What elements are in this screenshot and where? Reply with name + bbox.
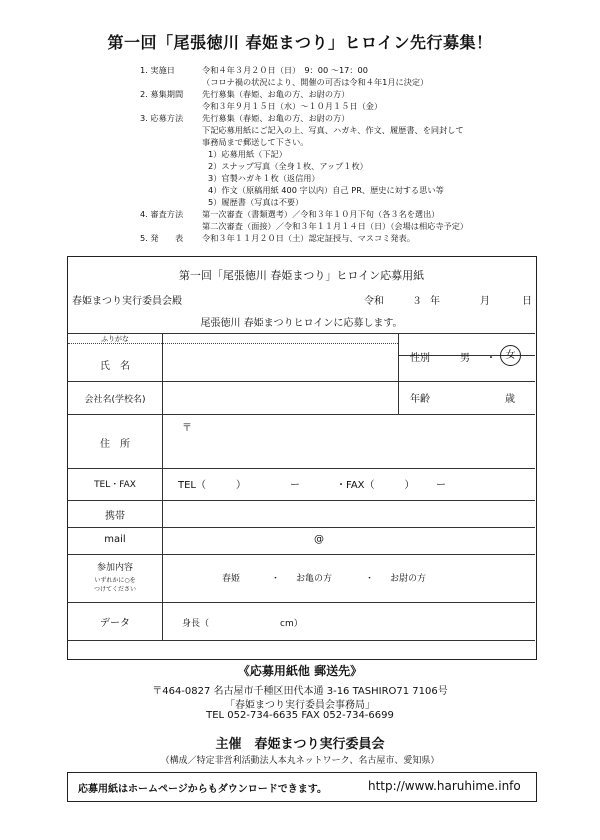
info-date bbox=[140, 64, 540, 76]
form-date-day-unit: 日 bbox=[522, 296, 532, 307]
info-text: 先行募集（春姫、お亀の方、お尉の方） bbox=[202, 113, 350, 123]
option-separator: ・ bbox=[271, 574, 281, 584]
at-mark: @ bbox=[314, 534, 324, 545]
mail-address: 〒464-0827 名古屋市千種区田代本通 3-16 TASHIRO71 7106号 bbox=[152, 686, 448, 697]
info-apply-3 bbox=[140, 136, 540, 148]
company-label: 会社名(学校名) bbox=[84, 395, 146, 405]
info-text: （コロナ禍の状況により、開催の可否は令和４年1月に決定） bbox=[202, 77, 429, 87]
info-label: 3. 応募方法 bbox=[140, 113, 184, 123]
fax-field[interactable]: ・FAX（ ） bbox=[336, 480, 415, 491]
gender-option-male[interactable]: 男 bbox=[460, 353, 470, 364]
name-label: 氏 名 bbox=[100, 361, 130, 372]
apply-item bbox=[140, 196, 540, 208]
info-text: 下記応募用紙にご記入の上、写真、ハガキ、作文、履歴書、を同封して bbox=[202, 125, 464, 135]
info-text: 1）応募用紙（下記） bbox=[208, 149, 287, 159]
info-text: 4）作文（原稿用紙 400 字以内）自己 PR、歴史に対する思い等 bbox=[208, 185, 444, 195]
info-text: 5）履歴書（写真は不要） bbox=[208, 197, 304, 207]
gender-separator: ・ bbox=[486, 353, 496, 364]
form-date-month-unit: 月 bbox=[480, 296, 490, 307]
apply-item bbox=[140, 184, 540, 196]
form-date-year-unit: 年 bbox=[430, 296, 440, 307]
age-label: 年齢 bbox=[410, 394, 430, 405]
age-unit: 歳 bbox=[505, 394, 515, 405]
apply-item bbox=[140, 160, 540, 172]
option-okame[interactable]: お亀の方 bbox=[296, 574, 333, 584]
info-text: 令和３年１１月２０日（土）認定証授与、マスコミ発表。 bbox=[202, 233, 415, 243]
form-title: 第一回「尾張徳川 春姫まつり」ヒロイン応募用紙 bbox=[178, 269, 425, 282]
tel-field[interactable]: TEL（ ） bbox=[178, 480, 246, 491]
participation-note: いずれかに○を bbox=[94, 577, 136, 584]
info-text: 2）スナップ写真（全身１枚、アップ１枚） bbox=[208, 161, 368, 171]
info-recruit bbox=[140, 88, 540, 100]
form-date-year: ３ bbox=[412, 296, 422, 307]
tel-dash: ー bbox=[290, 480, 300, 491]
info-text: 第一次審査（書類選考）／令和３年１０月下旬（各３名を選出） bbox=[202, 209, 440, 219]
mail-label: mail bbox=[104, 534, 126, 545]
apply-item bbox=[140, 148, 540, 160]
mail-office: 「春姫まつり実行委員会事務局」 bbox=[225, 700, 375, 711]
info-label: 1. 実施日 bbox=[140, 65, 175, 75]
info-text: 令和４年３月２０日（日） 9：00 〜17：00 bbox=[202, 65, 368, 75]
info-text: 先行募集（春姫、お亀の方、お尉の方） bbox=[202, 89, 350, 99]
mail-contact: TEL 052-734-6635 FAX 052-734-6699 bbox=[206, 710, 394, 721]
info-text: 令和３年９月１５日（水）〜１０月１５日（金） bbox=[202, 101, 383, 111]
info-text: 事務局まで郵送して下さい。 bbox=[202, 137, 309, 147]
furigana-label: ふりがな bbox=[101, 335, 129, 343]
fax-dash: ー bbox=[436, 480, 446, 491]
info-date-note bbox=[140, 76, 540, 88]
data-label: データ bbox=[100, 618, 130, 629]
organizer-members: （構成／特定非営利活動法人本丸ネットワーク、名古屋市、愛知県） bbox=[160, 756, 440, 766]
form-addressee: 春姫まつり実行委員会殿 bbox=[72, 296, 182, 307]
participation-label: 参加内容 bbox=[96, 563, 133, 573]
form-date-era: 令和 bbox=[364, 296, 384, 307]
info-text: 第二次審査（面接）／令和３年１１月１４日（日）（会場は相応寺予定） bbox=[202, 221, 469, 231]
address-label: 住 所 bbox=[100, 439, 130, 450]
option-separator: ・ bbox=[365, 574, 375, 584]
info-screen-2 bbox=[140, 220, 540, 232]
participation-note: つけてください bbox=[93, 586, 136, 593]
option-ojo[interactable]: お尉の方 bbox=[390, 574, 427, 584]
page-title: 第一回「尾張徳川 春姫まつり」ヒロイン先行募集！ bbox=[107, 33, 493, 52]
download-box bbox=[67, 772, 537, 802]
option-haruhime[interactable]: 春姫 bbox=[222, 574, 241, 584]
info-apply-2 bbox=[140, 124, 540, 136]
info-label: 4. 審査方法 bbox=[140, 209, 184, 219]
info-recruit-period bbox=[140, 100, 540, 112]
mail-title: 《応募用紙他 郵送先》 bbox=[237, 664, 363, 678]
mobile-label: 携帯 bbox=[105, 511, 125, 522]
download-text: 応募用紙はホームページからもダウンロードできます。 bbox=[78, 784, 327, 795]
gender-option-female[interactable]: 女 bbox=[500, 345, 521, 366]
postal-mark: 〒 bbox=[182, 423, 192, 434]
apply-item bbox=[140, 172, 540, 184]
info-screen bbox=[140, 208, 540, 220]
gender-label: 性別 bbox=[410, 353, 430, 364]
website-link[interactable]: http://www.haruhime.info bbox=[368, 779, 521, 793]
telfax-label: TEL・FAX bbox=[94, 480, 136, 490]
application-form bbox=[67, 256, 537, 660]
form-statement: 尾張徳川 春姫まつりヒロインに応募します。 bbox=[200, 318, 403, 329]
organizer-title: 主催 春姫まつり実行委員会 bbox=[215, 737, 385, 752]
info-apply bbox=[140, 112, 540, 124]
height-label: 身長（ bbox=[182, 619, 210, 629]
info-label: 5. 発 表 bbox=[140, 233, 184, 243]
info-label: 2. 募集期間 bbox=[140, 89, 184, 99]
info-text: 3）官製ハガキ１枚（返信用） bbox=[208, 173, 320, 183]
info-announce bbox=[140, 232, 540, 244]
height-unit: cm） bbox=[280, 619, 303, 629]
